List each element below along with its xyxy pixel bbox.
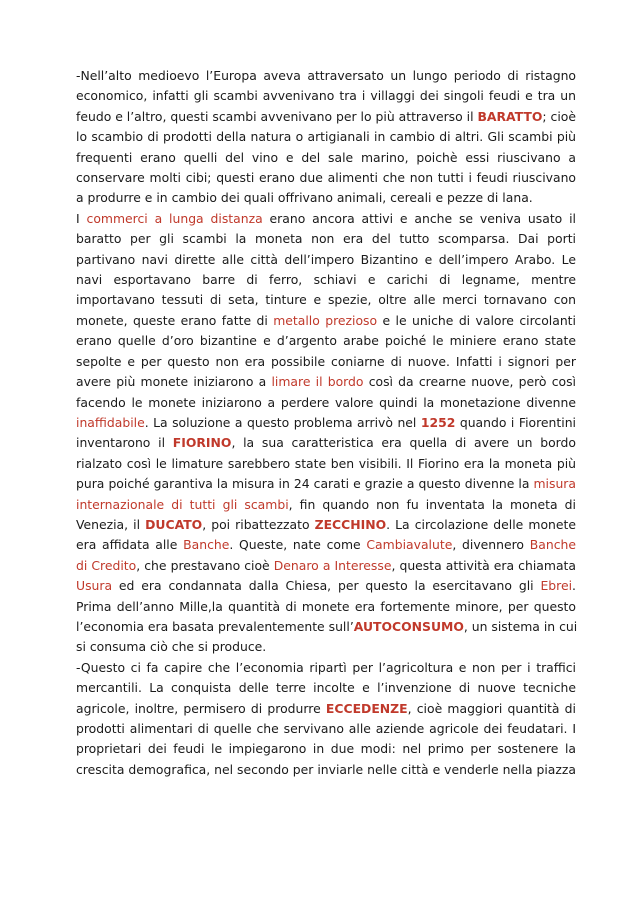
text-segment: Venezia, il bbox=[76, 516, 146, 532]
text-segment: facendo le monete iniziarono a perdere valore quindi la monetazione divenne bbox=[76, 394, 576, 410]
text-line bbox=[76, 597, 576, 617]
text-line bbox=[76, 760, 576, 780]
text-segment: importavano tessuti di seta, tinture e spezie, oltre alle merci tornavano con bbox=[76, 292, 576, 308]
text-segment: crescita demografica, nel secondo per inviarle nelle città e venderle nella piazza bbox=[76, 761, 576, 777]
highlighted-term: ECCEDENZE bbox=[325, 700, 408, 716]
text-line bbox=[76, 188, 576, 208]
text-segment: , poi ribattezzato bbox=[202, 516, 315, 532]
text-segment: navi esportavano barre di ferro, schiavi e carichi di legname, mentre bbox=[76, 272, 576, 288]
text-line bbox=[76, 229, 576, 249]
text-line bbox=[76, 556, 576, 576]
text-segment: così da crearne nuove, però così bbox=[363, 374, 576, 390]
text-line bbox=[76, 372, 576, 392]
text-segment: -Nell’alto medioevo l’Europa aveva attraversato un lungo periodo di ristagno bbox=[76, 68, 576, 83]
text-segment: , fin quando non fu inventata la moneta di bbox=[288, 496, 576, 512]
text-line bbox=[76, 535, 576, 555]
highlighted-term: DUCATO bbox=[145, 516, 203, 532]
text-segment: baratto per gli scambi la moneta non era del tutto scomparsa. Dai porti bbox=[76, 231, 576, 247]
text-line bbox=[76, 168, 576, 188]
text-segment: economico, infatti gli scambi avvenivano tra i villaggi dei singoli feudi e tra un bbox=[76, 88, 576, 104]
text-segment: erano ancora attivi e anche se veniva usato il bbox=[262, 210, 577, 226]
text-segment: , questa attività era chiamata bbox=[391, 557, 576, 573]
text-segment: . La soluzione a questo problema arrivò nel bbox=[144, 414, 421, 430]
highlighted-term: Banche bbox=[529, 537, 576, 553]
text-segment: partivano navi dirette alle città dell’impero Bizantino e dell’impero Arabo. Le bbox=[76, 251, 576, 267]
highlighted-term: 1252 bbox=[420, 414, 456, 430]
text-line bbox=[76, 107, 576, 127]
text-line bbox=[76, 311, 576, 331]
document-body-text bbox=[76, 66, 576, 780]
text-segment: mercantili. La conquista delle terre incolte e l’invenzione di nuove tecniche bbox=[76, 680, 576, 696]
text-segment: lo scambio di prodotti della natura o artigianali in cambio di altri. Gli scambi più bbox=[76, 129, 576, 145]
text-segment: . Queste, nate come bbox=[229, 537, 367, 553]
text-segment: erano quelle d’oro bizantine e d’argento arabe poiché le miniere erano state bbox=[76, 333, 576, 349]
text-segment: I bbox=[76, 210, 87, 226]
text-line bbox=[76, 331, 576, 351]
text-segment: a produrre e in cambio dei quali offrivano animali, cereali e pezze di lana. bbox=[76, 190, 533, 206]
text-segment: avere più monete iniziarono a bbox=[76, 374, 272, 390]
text-line bbox=[76, 148, 576, 168]
text-segment: monete, queste erano fatte di bbox=[76, 312, 274, 328]
text-segment: , divennero bbox=[452, 537, 530, 553]
text-segment: -Questo ci fa capire che l’economia ripartì per l’agricoltura e non per i traffici bbox=[76, 659, 576, 675]
text-line bbox=[76, 576, 576, 596]
text-segment: , che prestavano cioè bbox=[136, 557, 274, 573]
text-line bbox=[76, 739, 576, 759]
text-line bbox=[76, 658, 576, 678]
text-line bbox=[76, 209, 576, 229]
text-line bbox=[76, 413, 576, 433]
text-line bbox=[76, 270, 576, 290]
text-line bbox=[76, 393, 576, 413]
highlighted-term: Ebrei bbox=[540, 578, 573, 594]
text-line bbox=[76, 678, 576, 698]
highlighted-term: metallo prezioso bbox=[273, 312, 378, 328]
highlighted-term: Usura bbox=[76, 578, 113, 594]
text-segment: , la sua caratteristica era quella di avere un bordo bbox=[231, 435, 577, 451]
text-segment: sepolte e per questo non era possibile coniarne di nuove. Infatti i signori per bbox=[76, 353, 576, 369]
highlighted-term: limare il bordo bbox=[271, 374, 364, 390]
highlighted-term: FIORINO bbox=[172, 435, 232, 451]
text-segment: quando i Fiorentini bbox=[455, 414, 576, 430]
text-line bbox=[76, 86, 576, 106]
highlighted-term: Banche bbox=[183, 537, 230, 553]
text-line bbox=[76, 495, 576, 515]
text-line bbox=[76, 617, 576, 637]
highlighted-term: ZECCHINO bbox=[314, 516, 387, 532]
text-line bbox=[76, 454, 576, 474]
text-segment: pura poiché garantiva la misura in 24 carati e grazie a questo divenne la bbox=[76, 476, 534, 492]
text-segment: , un sistema in cui bbox=[463, 618, 578, 634]
text-line bbox=[76, 699, 576, 719]
text-line bbox=[76, 515, 576, 535]
text-segment: feudo e l’altro, questi scambi avvenivano per lo più attraverso il bbox=[76, 108, 478, 124]
text-segment: agricole, inoltre, permisero di produrre bbox=[76, 700, 326, 716]
text-line bbox=[76, 66, 576, 86]
text-segment: rialzato così le limature sarebbero state ben visibili. Il Fiorino era la moneta più bbox=[76, 455, 576, 471]
highlighted-term: BARATTO bbox=[477, 108, 543, 124]
text-segment: l’economia era basata prevalentemente sull’ bbox=[76, 618, 354, 634]
text-segment: , cioè maggiori quantità di bbox=[407, 700, 576, 716]
text-line bbox=[76, 250, 576, 270]
text-line bbox=[76, 290, 576, 310]
text-segment: Prima dell’anno Mille,la quantità di monete era fortemente minore, per questo bbox=[76, 598, 576, 614]
text-segment: . bbox=[572, 578, 576, 594]
highlighted-term: commerci a lunga distanza bbox=[86, 210, 263, 226]
text-segment: . La circolazione delle monete bbox=[386, 516, 576, 532]
text-segment: inventarono il bbox=[76, 435, 173, 451]
highlighted-term: misura bbox=[533, 476, 576, 492]
text-segment: ed era condannata dalla Chiesa, per questo la esercitavano gli bbox=[112, 578, 541, 594]
highlighted-term: Denaro a Interesse bbox=[273, 557, 392, 573]
text-line bbox=[76, 127, 576, 147]
text-segment: ; cioè bbox=[542, 108, 576, 124]
text-line bbox=[76, 352, 576, 372]
text-segment: frequenti erano quelli del vino e del sale marino, poichè essi riuscivano a bbox=[76, 149, 576, 165]
highlighted-term: Cambiavalute bbox=[366, 537, 453, 553]
text-segment: proprietari dei feudi le impiegarono in due modi: nel primo per sostenere la bbox=[76, 741, 576, 757]
highlighted-term: inaffidabile bbox=[76, 414, 145, 430]
text-line bbox=[76, 637, 576, 657]
text-line bbox=[76, 433, 576, 453]
highlighted-term: internazionale di tutti gli scambi bbox=[76, 496, 289, 512]
highlighted-term: di Credito bbox=[76, 557, 137, 573]
highlighted-term: AUTOCONSUMO bbox=[353, 618, 464, 634]
text-segment: prodotti alimentari di quelle che servivano alle aziende agricole dei feudatari. I bbox=[76, 721, 576, 736]
text-segment: era affidata alle bbox=[76, 537, 184, 553]
text-segment: si consuma ciò che si produce. bbox=[76, 639, 267, 655]
text-segment: conservare molti cibi; questi erano due alimenti che non tutti i feudi riuscivano bbox=[76, 170, 576, 186]
text-line bbox=[76, 719, 576, 739]
text-segment: e le uniche di valore circolanti bbox=[377, 312, 576, 328]
text-line bbox=[76, 474, 576, 494]
